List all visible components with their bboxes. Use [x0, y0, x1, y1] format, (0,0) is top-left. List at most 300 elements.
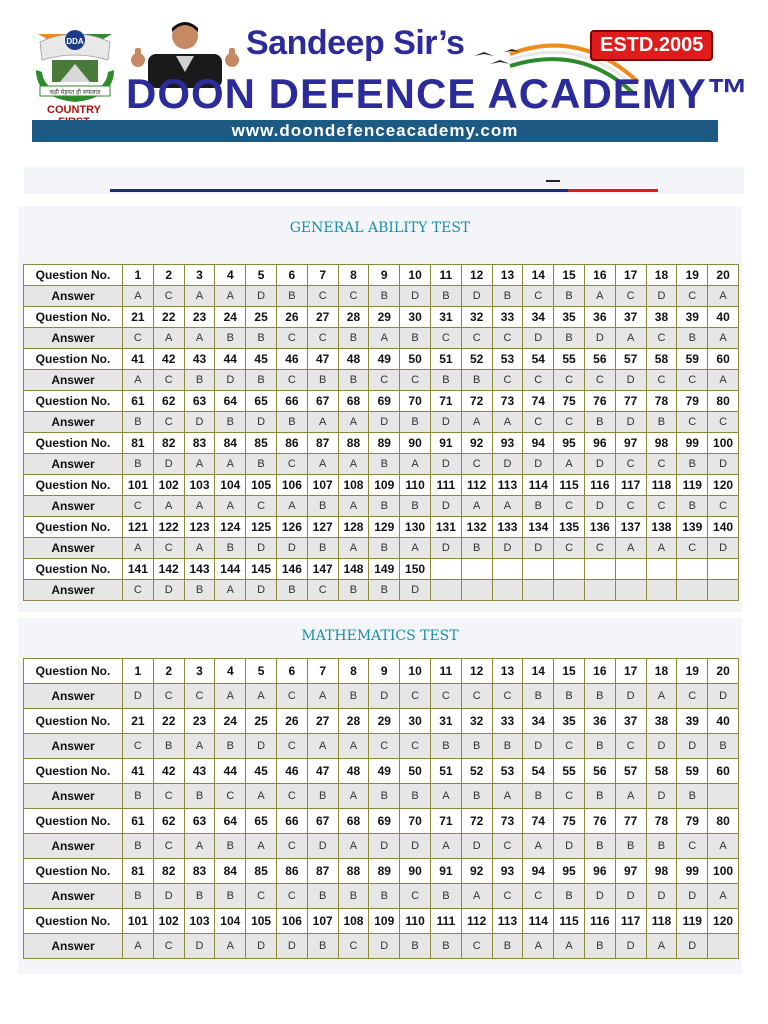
- question-number-cell: 46: [276, 759, 307, 784]
- established-badge: ESTD.2005: [590, 30, 713, 61]
- answer-cell: C: [523, 370, 554, 391]
- question-number-cell: 138: [646, 517, 677, 538]
- answer-cell: B: [215, 884, 246, 909]
- answer-cell: B: [400, 496, 431, 517]
- question-number-cell: 25: [246, 307, 277, 328]
- question-number-cell: 12: [461, 265, 492, 286]
- answer-cell: B: [677, 328, 708, 349]
- question-number-cell: 90: [400, 433, 431, 454]
- question-number-cell: 96: [584, 433, 615, 454]
- question-number-cell: 50: [400, 759, 431, 784]
- question-number-cell: 62: [153, 809, 184, 834]
- answer-cell: [584, 580, 615, 601]
- answer-cell: B: [430, 934, 461, 959]
- maths-title: MATHEMATICS TEST: [301, 628, 459, 644]
- answer-row-label: Answer: [24, 538, 123, 559]
- answer-cell: C: [307, 328, 338, 349]
- question-number-cell: 31: [430, 709, 461, 734]
- question-number-cell: 7: [307, 265, 338, 286]
- answer-cell: A: [184, 834, 215, 859]
- answer-cell: B: [307, 934, 338, 959]
- answer-cell: D: [307, 834, 338, 859]
- answer-cell: A: [584, 286, 615, 307]
- question-number-cell: 25: [246, 709, 277, 734]
- answer-row-label: Answer: [24, 734, 123, 759]
- question-number-cell: 92: [461, 433, 492, 454]
- question-number-cell: 37: [615, 709, 646, 734]
- answer-cell: B: [554, 328, 585, 349]
- answer-cell: D: [430, 412, 461, 433]
- answer-cell: D: [584, 496, 615, 517]
- question-row-label: Question No.: [24, 349, 123, 370]
- answer-cell: D: [492, 454, 523, 475]
- answer-cell: B: [338, 328, 369, 349]
- question-number-row: [24, 859, 739, 884]
- question-number-cell: 121: [123, 517, 154, 538]
- question-number-cell: 92: [461, 859, 492, 884]
- answer-cell: D: [708, 454, 739, 475]
- question-number-cell: 68: [338, 391, 369, 412]
- question-number-cell: 80: [708, 391, 739, 412]
- question-number-cell: 28: [338, 307, 369, 328]
- question-number-cell: 97: [615, 859, 646, 884]
- answer-cell: B: [276, 286, 307, 307]
- question-number-cell: 135: [554, 517, 585, 538]
- question-number-cell: 80: [708, 809, 739, 834]
- question-number-cell: 78: [646, 391, 677, 412]
- nav-underline: [110, 189, 658, 192]
- question-number-cell: 73: [492, 391, 523, 412]
- answer-cell: B: [369, 784, 400, 809]
- question-number-row: [24, 349, 739, 370]
- question-number-cell: 112: [461, 475, 492, 496]
- answer-cell: D: [369, 412, 400, 433]
- answer-cell: B: [276, 412, 307, 433]
- question-row-label: Question No.: [24, 265, 123, 286]
- question-number-cell: 90: [400, 859, 431, 884]
- question-number-cell: 28: [338, 709, 369, 734]
- question-number-cell: 39: [677, 709, 708, 734]
- answer-cell: B: [215, 834, 246, 859]
- question-number-cell: 93: [492, 433, 523, 454]
- question-number-cell: 36: [584, 307, 615, 328]
- answer-cell: D: [276, 934, 307, 959]
- question-number-cell: 70: [400, 809, 431, 834]
- answer-cell: A: [123, 286, 154, 307]
- question-number-cell: 130: [400, 517, 431, 538]
- question-number-cell: 98: [646, 859, 677, 884]
- answer-cell: C: [461, 684, 492, 709]
- question-number-cell: 120: [708, 475, 739, 496]
- question-number-row: [24, 265, 739, 286]
- answer-cell: C: [554, 538, 585, 559]
- question-number-cell: 41: [123, 349, 154, 370]
- question-number-cell: 149: [369, 559, 400, 580]
- question-number-cell: [584, 559, 615, 580]
- question-number-cell: 111: [430, 475, 461, 496]
- answer-cell: A: [369, 328, 400, 349]
- answer-cell: C: [615, 734, 646, 759]
- answer-cell: B: [461, 784, 492, 809]
- answer-cell: C: [123, 496, 154, 517]
- question-number-cell: 12: [461, 659, 492, 684]
- question-number-cell: 100: [708, 859, 739, 884]
- answer-cell: A: [184, 454, 215, 475]
- question-number-cell: 85: [246, 859, 277, 884]
- question-number-cell: [554, 559, 585, 580]
- question-row-label: Question No.: [24, 391, 123, 412]
- question-number-cell: 97: [615, 433, 646, 454]
- question-number-row: [24, 659, 739, 684]
- question-row-label: Question No.: [24, 559, 123, 580]
- answer-cell: D: [246, 734, 277, 759]
- question-number-cell: 111: [430, 909, 461, 934]
- answer-cell: C: [153, 538, 184, 559]
- question-number-row: [24, 517, 739, 538]
- website-url[interactable]: www.doondefenceacademy.com: [32, 120, 718, 142]
- answer-cell: [615, 580, 646, 601]
- question-number-cell: 46: [276, 349, 307, 370]
- question-number-cell: 21: [123, 307, 154, 328]
- answer-cell: C: [554, 496, 585, 517]
- answer-cell: B: [369, 454, 400, 475]
- answer-cell: C: [461, 934, 492, 959]
- question-number-cell: 91: [430, 433, 461, 454]
- answer-cell: C: [184, 684, 215, 709]
- answer-cell: C: [400, 884, 431, 909]
- question-number-cell: 30: [400, 307, 431, 328]
- question-number-cell: 93: [492, 859, 523, 884]
- answer-cell: B: [677, 454, 708, 475]
- question-number-cell: 61: [123, 391, 154, 412]
- answer-cell: C: [400, 370, 431, 391]
- question-number-cell: 106: [276, 909, 307, 934]
- answer-cell: B: [338, 684, 369, 709]
- question-number-cell: 13: [492, 659, 523, 684]
- question-number-cell: 70: [400, 391, 431, 412]
- answer-cell: A: [184, 328, 215, 349]
- question-number-cell: 49: [369, 349, 400, 370]
- answer-cell: C: [153, 370, 184, 391]
- question-number-cell: 14: [523, 265, 554, 286]
- question-number-cell: 146: [276, 559, 307, 580]
- answer-row-label: Answer: [24, 454, 123, 475]
- question-number-cell: 15: [554, 265, 585, 286]
- answer-cell: B: [153, 734, 184, 759]
- answer-cell: C: [646, 454, 677, 475]
- answer-cell: B: [307, 884, 338, 909]
- question-number-cell: 68: [338, 809, 369, 834]
- answer-cell: B: [338, 370, 369, 391]
- question-number-cell: 48: [338, 349, 369, 370]
- answer-cell: C: [554, 412, 585, 433]
- answer-cell: C: [246, 496, 277, 517]
- question-number-cell: 50: [400, 349, 431, 370]
- answer-cell: D: [153, 884, 184, 909]
- question-number-cell: 13: [492, 265, 523, 286]
- answer-cell: [708, 784, 739, 809]
- answer-cell: D: [615, 684, 646, 709]
- question-number-cell: 51: [430, 349, 461, 370]
- answer-cell: D: [215, 370, 246, 391]
- answer-cell: C: [215, 784, 246, 809]
- answer-cell: C: [338, 286, 369, 307]
- answer-cell: [430, 580, 461, 601]
- question-number-cell: 118: [646, 909, 677, 934]
- question-number-cell: 139: [677, 517, 708, 538]
- question-number-cell: 32: [461, 307, 492, 328]
- maths-panel: [18, 618, 742, 974]
- question-number-cell: 58: [646, 759, 677, 784]
- answer-cell: C: [677, 684, 708, 709]
- question-number-cell: 101: [123, 475, 154, 496]
- answer-cell: C: [615, 286, 646, 307]
- answer-cell: C: [153, 286, 184, 307]
- answer-cell: C: [153, 784, 184, 809]
- question-number-cell: 124: [215, 517, 246, 538]
- answer-cell: D: [615, 884, 646, 909]
- svg-text:कड़ी मेहनत ही सफलता: कड़ी मेहनत ही सफलता: [49, 89, 101, 96]
- answer-cell: A: [153, 328, 184, 349]
- answer-cell: B: [584, 412, 615, 433]
- question-number-cell: 37: [615, 307, 646, 328]
- question-number-cell: 38: [646, 307, 677, 328]
- question-number-cell: 95: [554, 859, 585, 884]
- answer-cell: B: [461, 538, 492, 559]
- question-row-label: Question No.: [24, 659, 123, 684]
- answer-cell: C: [708, 412, 739, 433]
- question-row-label: Question No.: [24, 433, 123, 454]
- question-number-cell: 119: [677, 475, 708, 496]
- answer-cell: B: [646, 412, 677, 433]
- answer-cell: A: [646, 538, 677, 559]
- answer-cell: C: [523, 412, 554, 433]
- answer-cell: A: [215, 684, 246, 709]
- question-number-cell: 65: [246, 391, 277, 412]
- question-number-cell: 100: [708, 433, 739, 454]
- question-number-cell: 73: [492, 809, 523, 834]
- question-number-cell: 44: [215, 349, 246, 370]
- question-number-cell: 122: [153, 517, 184, 538]
- answer-cell: C: [400, 684, 431, 709]
- question-number-cell: 35: [554, 709, 585, 734]
- answer-cell: C: [492, 884, 523, 909]
- answer-cell: A: [338, 454, 369, 475]
- answer-cell: D: [400, 580, 431, 601]
- question-number-cell: 110: [400, 475, 431, 496]
- question-row-label: Question No.: [24, 709, 123, 734]
- answer-cell: A: [153, 496, 184, 517]
- answer-row-label: Answer: [24, 784, 123, 809]
- question-number-cell: 38: [646, 709, 677, 734]
- answer-cell: B: [523, 684, 554, 709]
- question-number-cell: 7: [307, 659, 338, 684]
- question-number-cell: 63: [184, 391, 215, 412]
- question-number-cell: 134: [523, 517, 554, 538]
- question-number-cell: 74: [523, 809, 554, 834]
- answer-cell: A: [646, 934, 677, 959]
- gat-panel: [18, 206, 742, 612]
- answer-row-label: Answer: [24, 370, 123, 391]
- question-number-cell: 117: [615, 909, 646, 934]
- answer-cell: C: [708, 496, 739, 517]
- answer-cell: B: [369, 286, 400, 307]
- answer-cell: A: [708, 370, 739, 391]
- question-number-cell: 96: [584, 859, 615, 884]
- answer-cell: D: [584, 328, 615, 349]
- question-number-cell: 118: [646, 475, 677, 496]
- question-number-cell: 144: [215, 559, 246, 580]
- question-number-cell: 104: [215, 909, 246, 934]
- answer-cell: D: [276, 538, 307, 559]
- answer-cell: A: [523, 934, 554, 959]
- question-number-cell: 44: [215, 759, 246, 784]
- question-number-cell: 45: [246, 349, 277, 370]
- answer-cell: D: [430, 454, 461, 475]
- question-number-cell: 22: [153, 307, 184, 328]
- question-number-cell: [430, 559, 461, 580]
- question-number-cell: 33: [492, 709, 523, 734]
- question-number-cell: 60: [708, 759, 739, 784]
- question-number-cell: 76: [584, 809, 615, 834]
- answer-cell: [523, 580, 554, 601]
- question-number-cell: 126: [276, 517, 307, 538]
- answer-cell: D: [646, 286, 677, 307]
- answer-cell: A: [184, 538, 215, 559]
- maths-answer-table: [23, 658, 739, 959]
- question-number-cell: 74: [523, 391, 554, 412]
- answer-cell: B: [123, 884, 154, 909]
- question-number-cell: 136: [584, 517, 615, 538]
- answer-cell: A: [492, 412, 523, 433]
- question-number-cell: 52: [461, 759, 492, 784]
- answer-cell: B: [430, 884, 461, 909]
- answer-cell: C: [615, 496, 646, 517]
- answer-cell: B: [461, 734, 492, 759]
- answer-cell: A: [215, 580, 246, 601]
- answer-cell: A: [215, 934, 246, 959]
- question-number-cell: 53: [492, 349, 523, 370]
- question-number-cell: 150: [400, 559, 431, 580]
- answer-cell: D: [523, 328, 554, 349]
- answer-cell: D: [677, 934, 708, 959]
- answer-cell: D: [492, 538, 523, 559]
- answer-cell: A: [184, 286, 215, 307]
- answer-row: [24, 412, 739, 433]
- answer-cell: B: [215, 538, 246, 559]
- question-number-cell: 94: [523, 433, 554, 454]
- question-number-cell: 103: [184, 909, 215, 934]
- question-number-cell: 14: [523, 659, 554, 684]
- gat-title: GENERAL ABILITY TEST: [289, 220, 471, 236]
- question-number-cell: 10: [400, 265, 431, 286]
- question-number-cell: 23: [184, 709, 215, 734]
- answer-cell: A: [430, 784, 461, 809]
- question-number-cell: 98: [646, 433, 677, 454]
- question-number-cell: 115: [554, 475, 585, 496]
- question-number-cell: 16: [584, 659, 615, 684]
- answer-cell: C: [584, 370, 615, 391]
- question-number-cell: 8: [338, 265, 369, 286]
- answer-row: [24, 538, 739, 559]
- question-number-cell: 113: [492, 909, 523, 934]
- question-number-cell: 114: [523, 909, 554, 934]
- question-number-cell: 89: [369, 859, 400, 884]
- question-number-cell: 64: [215, 809, 246, 834]
- answer-cell: A: [554, 454, 585, 475]
- answer-cell: C: [369, 734, 400, 759]
- question-number-cell: 84: [215, 433, 246, 454]
- question-number-cell: 39: [677, 307, 708, 328]
- answer-cell: B: [369, 884, 400, 909]
- question-number-row: [24, 759, 739, 784]
- answer-row: [24, 454, 739, 475]
- answer-cell: B: [123, 454, 154, 475]
- answer-cell: [554, 580, 585, 601]
- answer-row: [24, 934, 739, 959]
- question-number-cell: 66: [276, 809, 307, 834]
- question-number-cell: 6: [276, 265, 307, 286]
- answer-cell: D: [430, 496, 461, 517]
- question-row-label: Question No.: [24, 809, 123, 834]
- question-number-cell: 75: [554, 391, 585, 412]
- question-number-cell: [708, 559, 739, 580]
- answer-cell: A: [184, 496, 215, 517]
- question-number-cell: 9: [369, 265, 400, 286]
- question-number-cell: 102: [153, 475, 184, 496]
- question-number-cell: 29: [369, 307, 400, 328]
- question-number-cell: 11: [430, 659, 461, 684]
- question-number-cell: 43: [184, 759, 215, 784]
- question-number-cell: 116: [584, 475, 615, 496]
- answer-cell: B: [369, 580, 400, 601]
- answer-cell: A: [646, 684, 677, 709]
- answer-cell: C: [677, 412, 708, 433]
- answer-cell: C: [276, 328, 307, 349]
- question-number-cell: 21: [123, 709, 154, 734]
- answer-row-label: Answer: [24, 934, 123, 959]
- answer-cell: C: [646, 328, 677, 349]
- answer-cell: A: [461, 412, 492, 433]
- answer-cell: D: [646, 784, 677, 809]
- answer-cell: B: [215, 734, 246, 759]
- answer-cell: B: [492, 734, 523, 759]
- question-number-cell: 69: [369, 809, 400, 834]
- answer-cell: A: [338, 734, 369, 759]
- question-number-row: [24, 559, 739, 580]
- question-number-cell: 131: [430, 517, 461, 538]
- question-number-cell: 10: [400, 659, 431, 684]
- answer-row: [24, 884, 739, 909]
- question-number-row: [24, 391, 739, 412]
- question-number-cell: 82: [153, 433, 184, 454]
- answer-cell: A: [708, 286, 739, 307]
- question-number-cell: 143: [184, 559, 215, 580]
- answer-cell: C: [584, 538, 615, 559]
- question-number-cell: 4: [215, 265, 246, 286]
- question-number-cell: 64: [215, 391, 246, 412]
- question-number-cell: 17: [615, 265, 646, 286]
- answer-cell: D: [584, 884, 615, 909]
- answer-row-label: Answer: [24, 412, 123, 433]
- answer-cell: D: [523, 734, 554, 759]
- answer-cell: B: [584, 734, 615, 759]
- question-number-cell: 18: [646, 659, 677, 684]
- answer-cell: C: [123, 734, 154, 759]
- question-number-row: [24, 433, 739, 454]
- question-number-cell: 117: [615, 475, 646, 496]
- answer-cell: B: [246, 328, 277, 349]
